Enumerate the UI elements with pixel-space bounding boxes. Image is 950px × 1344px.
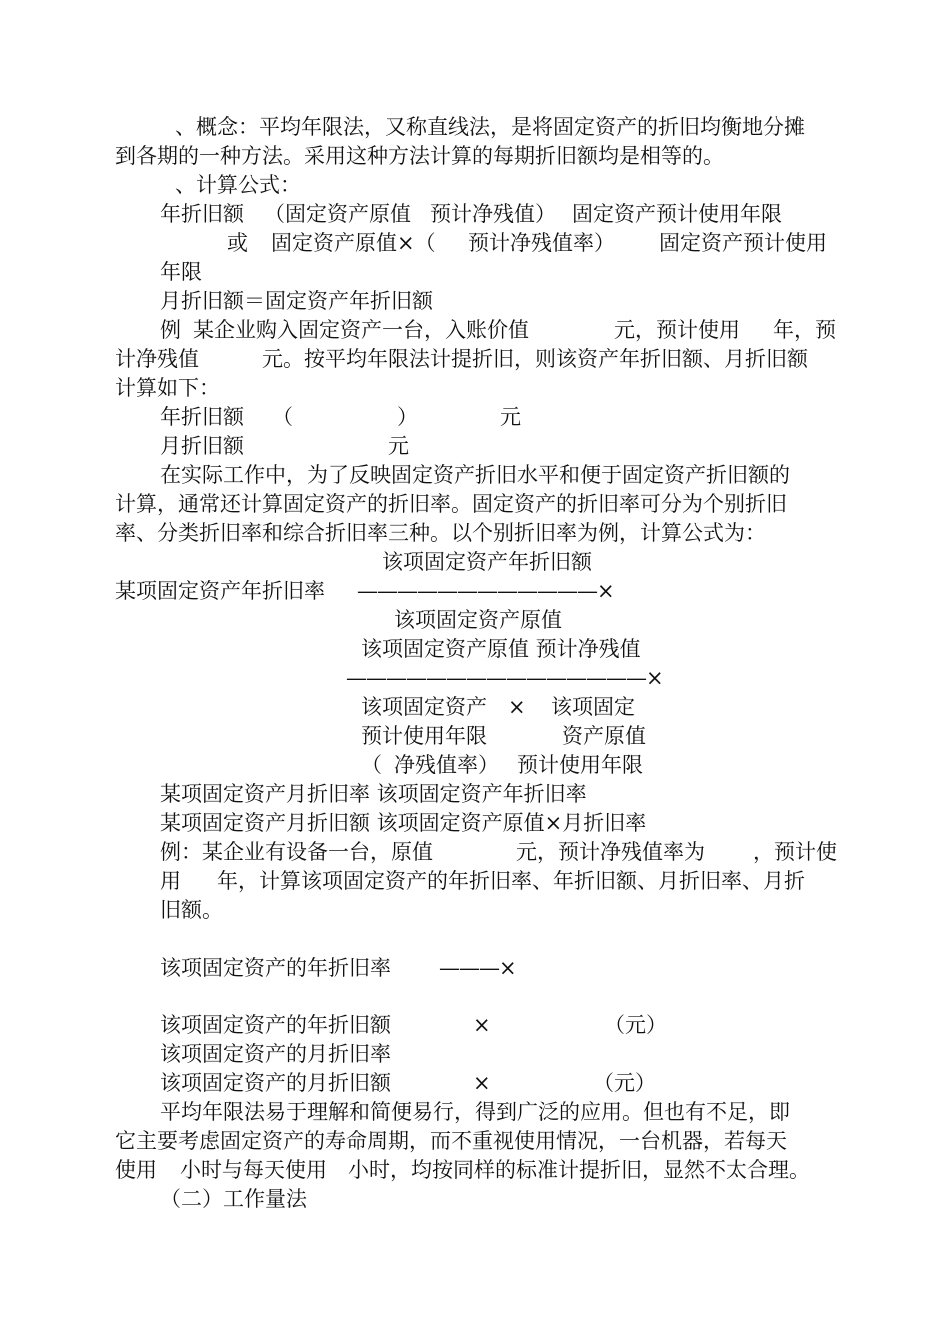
res-monthly-times: ×	[473, 1071, 491, 1095]
res-annual-rate-bar: ———×	[439, 956, 516, 980]
p3-line-1: 在实际工作中，为了反映固定资产折旧水平和便于固定资产折旧额的	[160, 463, 790, 487]
concept-line-1	[175, 113, 837, 141]
frac2-bar: ———————————————×	[346, 666, 663, 690]
frac2-den-1a: 该项固定资产	[361, 695, 487, 719]
f2-useful-life: 固定资产预计使用	[659, 231, 827, 255]
f2-original-value: 固定资产原值×（	[271, 231, 436, 255]
res-monthly-rate: 该项固定资产的月折旧率	[160, 1042, 391, 1066]
calc-unit-2: 元	[388, 434, 409, 458]
frac2-den-3b: 净残值率）	[394, 753, 499, 777]
calc-annual: 年折旧额	[160, 405, 244, 429]
f1-original-value: （固定资产原值	[264, 202, 411, 226]
frac2-den-1b: ×	[508, 695, 526, 719]
ex1-text-5: 元。按平均年限法计提折旧，则该资产年折旧额、月折旧额	[262, 347, 808, 371]
f1-annual-depreciation: 年折旧额	[160, 202, 244, 226]
ex1-text-2: 元，预计使用	[614, 318, 740, 342]
ex2-text-1: 例：某企业有设备一台，原值	[160, 840, 433, 864]
f2-years: 年限	[160, 260, 202, 284]
concept-line-2	[115, 142, 837, 170]
res-annual-times: ×	[473, 1013, 491, 1037]
ex1-text-4: 计净残值	[115, 347, 199, 371]
ex2-text-2: 元，预计净残值率为	[516, 840, 705, 864]
ex2-text-4: 用	[160, 869, 181, 893]
frac1-label: 某项固定资产年折旧率	[115, 579, 325, 603]
p4-line-3a: 使用	[115, 1158, 157, 1182]
res-annual-amount: 该项固定资产的年折旧额	[160, 1013, 391, 1037]
frac2-den-1c: 该项固定	[551, 695, 635, 719]
p4-line-1: 平均年限法易于理解和简便易行，得到广泛的应用。但也有不足，即	[160, 1100, 790, 1124]
f2-or: 或	[227, 231, 248, 255]
ex2-text-5: 年，计算该项固定资产的年折旧率、年折旧额、月折旧率、月折	[217, 869, 805, 893]
frac1-denominator: 该项固定资产原值	[394, 608, 562, 632]
ex2-text-3: ，预计使	[753, 840, 837, 864]
f2-residual-rate: 预计净残值率）	[468, 231, 615, 255]
p3-line-3: 率、分类折旧率和综合折旧率三种。以个别折旧率为例，计算公式为：	[115, 521, 766, 545]
frac1-bar: ————————————×	[357, 579, 614, 603]
ex2-text-6: 旧额。	[160, 898, 223, 922]
ex1-text-3: 年，预	[773, 318, 836, 342]
res-monthly-amount: 该项固定资产的月折旧额	[160, 1071, 391, 1095]
f1-useful-life: 固定资产预计使用年限	[572, 202, 782, 226]
p3-line-2: 计算，通常还计算固定资产的折旧率。固定资产的折旧率可分为个别折旧	[115, 492, 787, 516]
ex1-label: 例	[160, 318, 181, 342]
p4-line-3b: 小时与每天使用	[180, 1158, 327, 1182]
formula-heading: 、计算公式：	[175, 173, 301, 197]
res-annual-unit: （元）	[604, 1013, 667, 1037]
frac2-den-2a: 预计使用年限	[361, 724, 487, 748]
calc-paren-close: ）	[397, 405, 418, 429]
p4-line-2: 它主要考虑固定资产的寿命周期，而不重视使用情况，一台机器，若每天	[115, 1129, 787, 1153]
frac2-den-3c: 预计使用年限	[517, 753, 643, 777]
calc-unit: 元	[500, 405, 521, 429]
ex1-text-1: 某企业购入固定资产一台，入账价值	[193, 318, 529, 342]
text: 到各期的一种方法。采用这种方法计算的每期折旧额均是相等的。	[115, 144, 724, 168]
calc-paren-open: （	[272, 405, 293, 429]
frac1-numerator: 该项固定资产年折旧额	[382, 550, 592, 574]
res-annual-rate: 该项固定资产的年折旧率	[160, 956, 391, 980]
ex1-text-6: 计算如下：	[115, 376, 220, 400]
frac2-den-3a: （	[361, 753, 382, 777]
f5-monthly-amount: 某项固定资产月折旧额 该项固定资产原值×月折旧率	[160, 811, 647, 835]
res-monthly-unit: （元）	[593, 1071, 656, 1095]
f3-monthly: 月折旧额＝固定资产年折旧额	[160, 289, 433, 313]
calc-monthly: 月折旧额	[160, 434, 244, 458]
frac2-numerator: 该项固定资产原值 预计净残值	[361, 637, 641, 661]
section-heading-work-method: （二）工作量法	[160, 1187, 307, 1211]
text: 、概念：平均年限法，又称直线法，是将固定资产的折旧均衡地分摊	[175, 115, 805, 139]
frac2-den-2b: 资产原值	[562, 724, 646, 748]
f4-monthly-rate: 某项固定资产月折旧率 该项固定资产年折旧率	[160, 782, 587, 806]
f1-residual: 预计净残值）	[430, 202, 556, 226]
p4-line-3c: 小时，均按同样的标准计提折旧，显然不太合理。	[348, 1158, 810, 1182]
